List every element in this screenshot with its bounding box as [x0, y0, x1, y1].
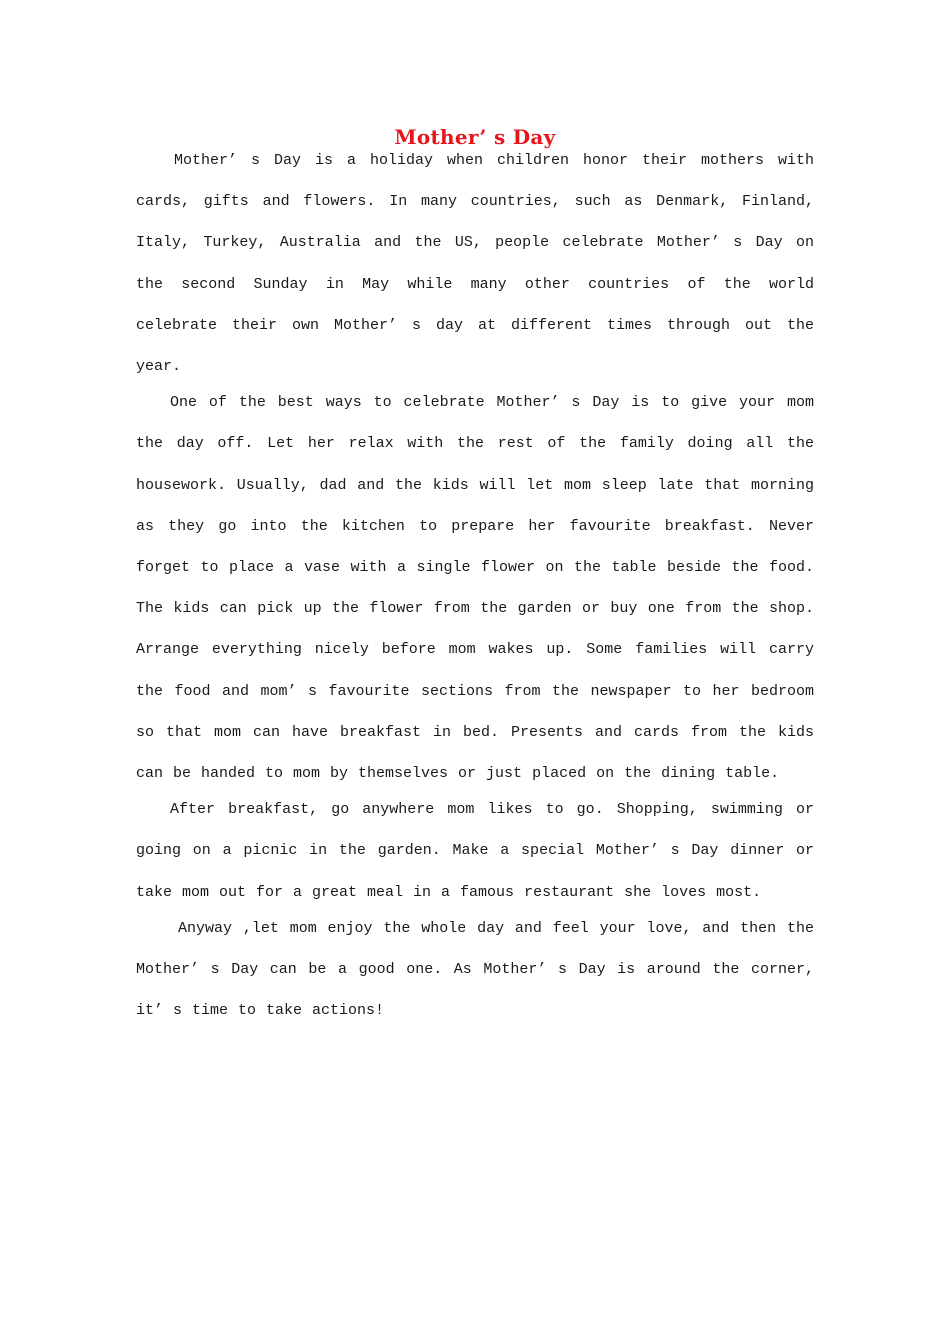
paragraph-intro: Mother’ s Day is a holiday when children honor their mothers with cards, gifts and flowers. In many countries, such as Denmark, Finland, Italy, Turkey, Australia and the US, people celebrate Mother’ s Day on the second Sunday in May while many other countries of the world celebrate their own Mother’ s day at different times through out the year. [136, 152, 814, 376]
document-title: Mother’ s Day [394, 125, 556, 149]
paragraph-after-breakfast: After breakfast, go anywhere mom likes to go. Shopping, swimming or going on a picnic in the garden. Make a special Mother’ s Day dinner or take mom out for a great meal in a famous restaurant she loves most. [136, 801, 814, 901]
document-content [136, 122, 814, 1031]
paragraph-conclusion: Anyway ,let mom enjoy the whole day and feel your love, and then the Mother’ s Day can be a good one. As Mother’ s Day is around the corner, it’ s time to take actions! [136, 919, 814, 1020]
paragraph-celebration-ideas: One of the best ways to celebrate Mother’ s Day is to give your mom the day off. Let her relax with the rest of the family doing all the housework. Usually, dad and the kids will let mom sleep late that morning as they go into the kitchen to prepare her favourite breakfast. Never forget to place a vase with a single flower on the table beside the food. The kids can pick up the flower from the garden or buy one from the shop. Arrange everything nicely before mom wakes up. Some families will carry the food and mom’ s favourite sections from the newspaper to her bedroom so that mom can have breakfast in bed. Presents and cards from the kids can be handed to mom by themselves or just placed on the dining table. [136, 394, 814, 783]
